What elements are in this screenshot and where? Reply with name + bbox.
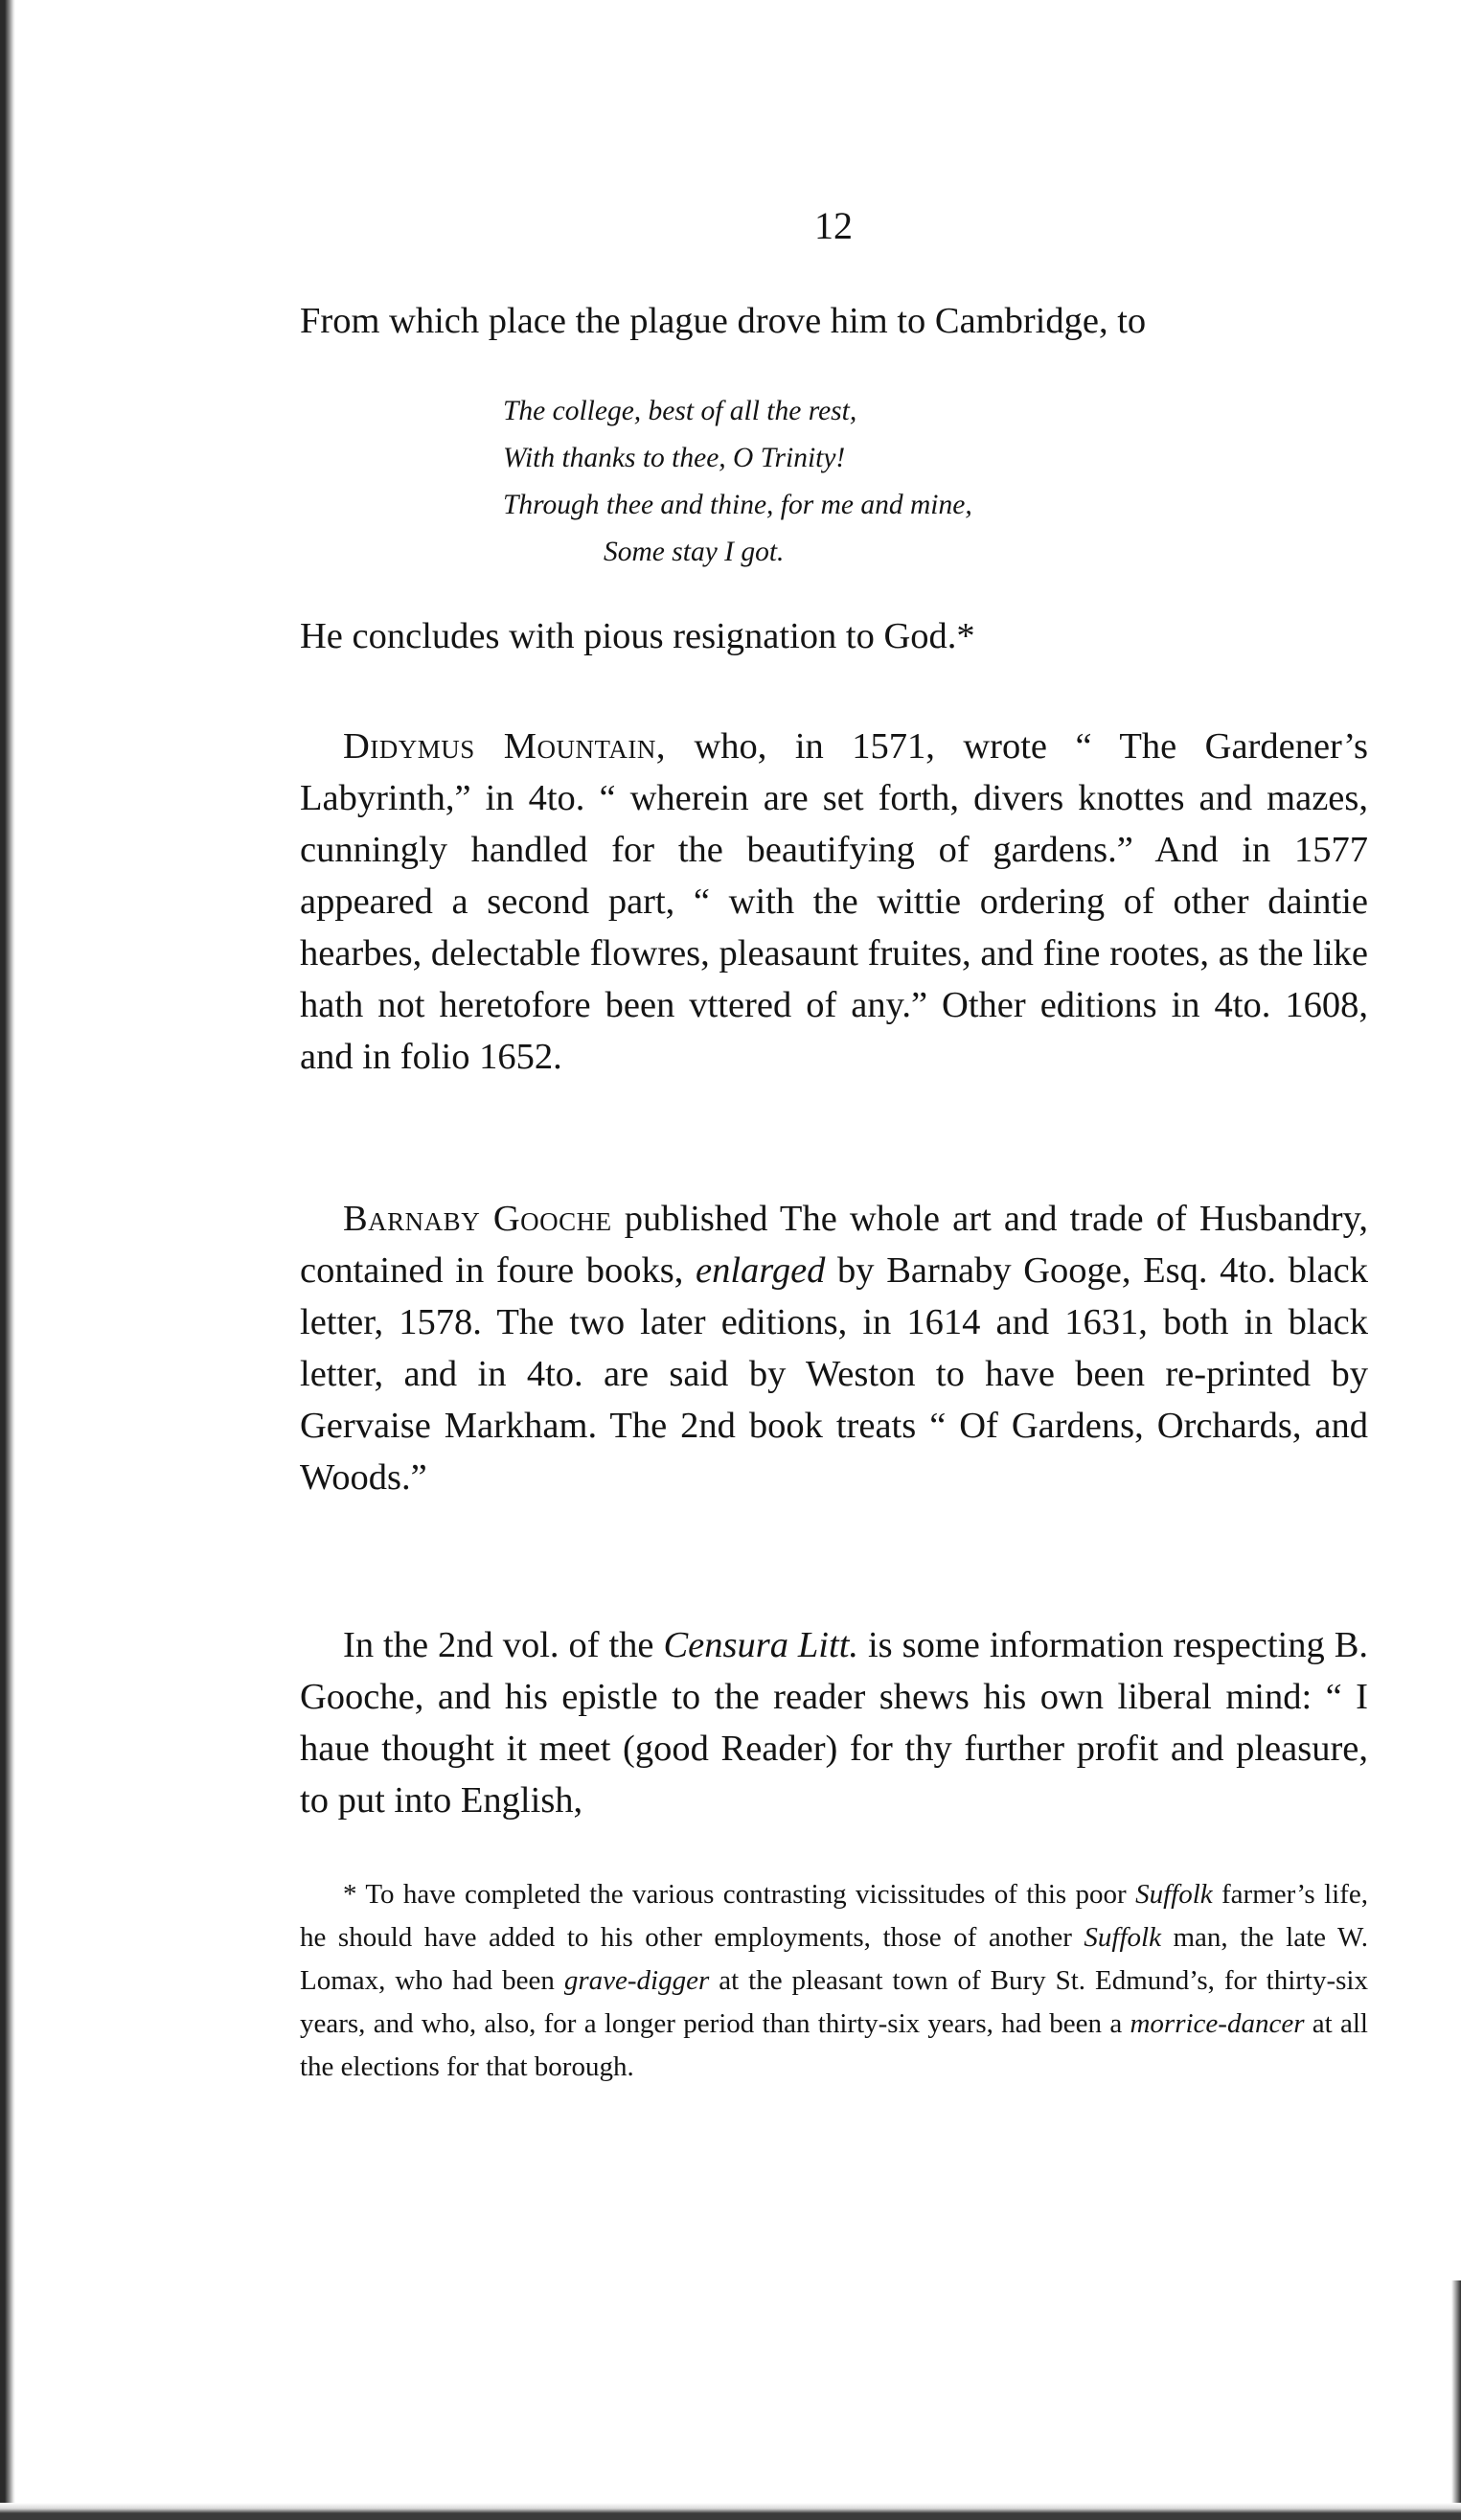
italic-word: enlarged <box>695 1250 826 1291</box>
footnote <box>300 1873 1368 2089</box>
paragraph-censura-litt <box>300 1619 1368 1826</box>
verse-line: Some stay I got. <box>604 537 785 567</box>
paragraph-text: by Barnaby Googe, Esq. 4to. black letter, 1578. The two later editions, in 1614 and 1631, both in black letter, and in 4to. are said by Weston to have been re-printed by Gervaise Markham. The 2nd book treats “ Of Gardens, Orchards, and Woods.” <box>300 1250 1368 1498</box>
paragraph-text: In the 2nd vol. of the <box>343 1625 664 1665</box>
italic-word: grave-digger <box>563 1965 710 1996</box>
page-left-edge <box>0 0 15 2520</box>
footnote-text: farmer’s life, he should have added to his other employments, those of another <box>300 1879 1368 1953</box>
italic-word: Suffolk <box>1135 1879 1213 1910</box>
paragraph-text: who, in 1571, wrote “ The Gardener’s Labyrinth,” in 4to. “ wherein are set forth, divers knottes and mazes, cunningly handled for the beautifying of gardens.” And in 1577 appeared a second part, “ with the wittie ordering of other daintie hearbes, delectable flowres, pleasaunt fruites, and fine rootes, as the like hath not heretofore been vttered of any.” Other editions in 4to. 1608, and in folio 1652. <box>300 726 1368 1077</box>
paragraph-text: published The whole art and trade of Husbandry, contained in foure books, <box>300 1199 1368 1291</box>
italic-title: Censura Litt. <box>663 1625 859 1665</box>
verse-line: The college, best of all the rest, <box>503 396 857 426</box>
author-name: Didymus Mountain, <box>343 726 666 767</box>
paragraph-intro: From which place the plague drove him to Cambridge, to <box>300 301 1147 341</box>
verse-line: With thanks to thee, O Trinity! <box>503 443 846 473</box>
page-right-edge <box>1451 2280 1461 2520</box>
author-name: Barnaby Gooche <box>343 1199 612 1239</box>
paragraph-resignation: He concludes with pious resignation to God.* <box>300 616 975 656</box>
footnote-text: * To have completed the various contrasting vicissitudes of this poor <box>343 1879 1136 1910</box>
footnote-text: at the pleasant town of Bury St. Edmund’s, for thirty-six years, and who, also, for a longer period than thirty-six years, had been a <box>300 1965 1368 2039</box>
italic-word: morrice-dancer <box>1130 2008 1305 2039</box>
page-number: 12 <box>814 204 853 247</box>
italic-word: Suffolk <box>1084 1922 1161 1953</box>
paragraph-text: is some information respecting B. Gooche, and his epistle to the reader shews his own liberal mind: “ I haue thought it meet (good Reader) for thy further profit and pleasure, to put into English, <box>300 1625 1368 1821</box>
footnote-text: man, the late W. Lomax, who had been <box>300 1922 1368 1996</box>
page-bottom-edge <box>0 2503 1461 2520</box>
paragraph-didymus-mountain <box>300 721 1368 1083</box>
verse-line: Through thee and thine, for me and mine, <box>503 490 972 520</box>
paragraph-barnaby-gooche <box>300 1193 1368 1503</box>
footnote-text: at all the elections for that borough. <box>300 2008 1368 2082</box>
verse-quotation <box>503 388 972 576</box>
